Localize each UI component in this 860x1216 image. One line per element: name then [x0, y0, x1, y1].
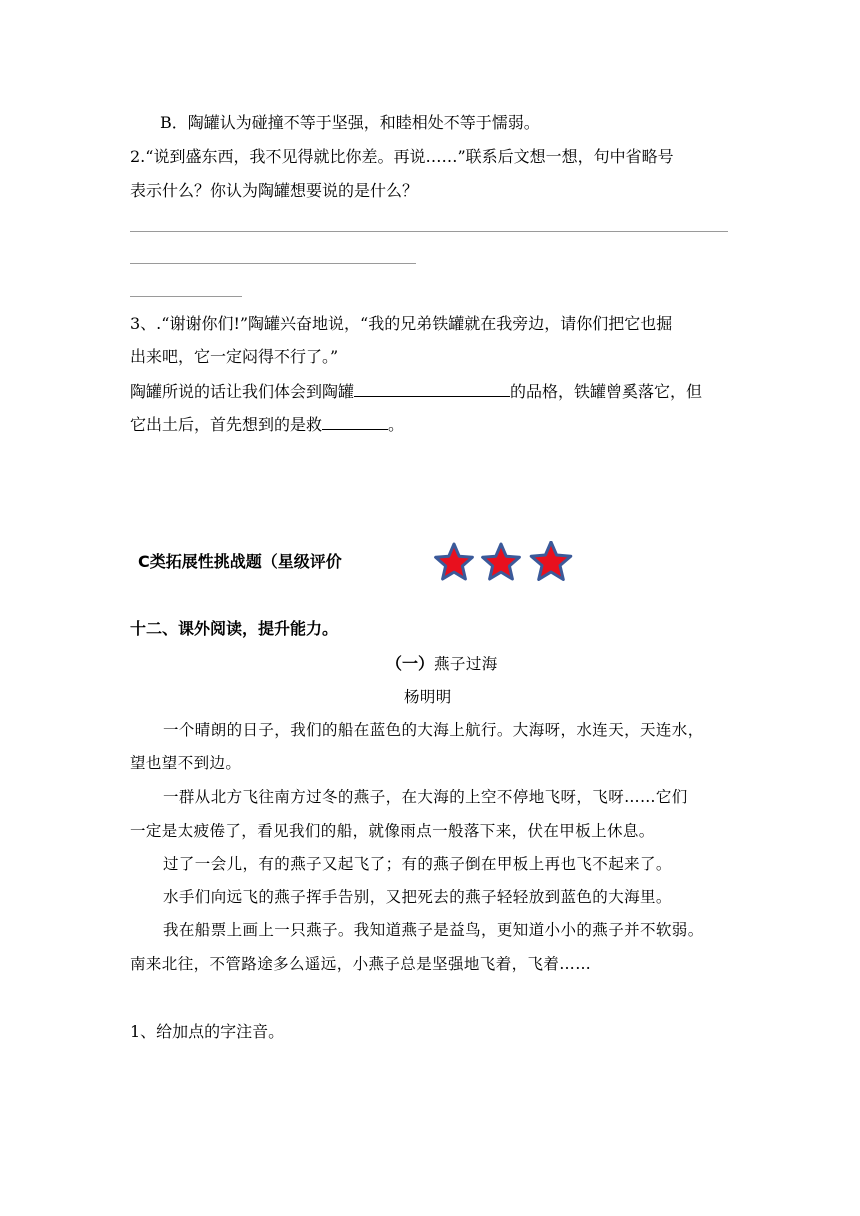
question-3-line-2: 出来吧，它一定闷得不行了。” [130, 347, 339, 366]
answer-line-2[interactable] [130, 263, 416, 264]
question-3-text-b: 的品格，铁罐曾奚落它，但 [510, 382, 703, 401]
reading-question-1: 1、给加点的字注音。 [130, 1022, 285, 1041]
passage-author: 杨明明 [404, 688, 452, 706]
paragraph-1-line-1: 一个晴朗的日子，我们的船在蓝色的大海上航行。大海呀，水连天，天连水， [163, 721, 704, 739]
paragraph-3: 过了一会儿，有的燕子又起飞了；有的燕子倒在甲板上再也飞不起来了。 [163, 855, 672, 873]
question-3-text-c: 它出土后，首先想到的是救 [130, 415, 323, 434]
question-2-line-2: 表示什么？你认为陶罐想要说的是什么？ [130, 181, 419, 200]
question-3-line-3 [130, 380, 702, 403]
passage-title-prefix: （一） [386, 654, 435, 673]
passage-title [386, 653, 498, 675]
passage-title-text: 燕子过海 [434, 655, 498, 673]
paragraph-1-line-2: 望也望不到边。 [130, 754, 242, 772]
question-2-line-1: 2.“说到盛东西，我不见得就比你差。再说……”联系后文想一想，句中省略号 [130, 147, 674, 166]
star-icon [436, 544, 473, 579]
question-3-line-1: 3、.“谢谢你们!”陶罐兴奋地说，“我的兄弟铁罐就在我旁边，请你们把它也掘 [130, 314, 673, 333]
fill-blank-save[interactable] [322, 413, 388, 430]
paragraph-2-line-1: 一群从北方飞往南方过冬的燕子，在大海的上空不停地飞呀，飞呀……它们 [163, 788, 688, 806]
paragraph-4: 水手们向远飞的燕子挥手告别，又把死去的燕子轻轻放到蓝色的大海里。 [163, 888, 672, 906]
question-3-text-d: 。 [388, 415, 405, 434]
star-icon [531, 542, 571, 580]
paragraph-2-line-2: 一定是太疲倦了，看见我们的船，就像雨点一般落下来，伏在甲板上休息。 [130, 822, 655, 840]
answer-line-3[interactable] [130, 296, 242, 297]
paragraph-5-line-1: 我在船票上画上一只燕子。我知道燕子是益鸟，更知道小小的燕子并不软弱。 [163, 921, 704, 939]
question-3-line-4 [130, 413, 404, 436]
reading-heading: 十二、课外阅读，提升能力。 [130, 619, 339, 638]
paragraph-5-line-2: 南来北往，不管路途多么遥远，小燕子总是坚强地飞着，飞着…… [130, 955, 592, 973]
option-b: B．陶罐认为碰撞不等于坚强，和睦相处不等于懦弱。 [160, 113, 540, 132]
section-c-heading: C类拓展性挑战题（星级评价 [138, 552, 342, 571]
question-3-text-a: 陶罐所说的话让我们体会到陶罐 [130, 382, 355, 401]
star-rating [430, 541, 578, 581]
star-icon [483, 544, 520, 579]
fill-blank-quality[interactable] [354, 380, 510, 397]
answer-line-1[interactable] [130, 231, 728, 232]
